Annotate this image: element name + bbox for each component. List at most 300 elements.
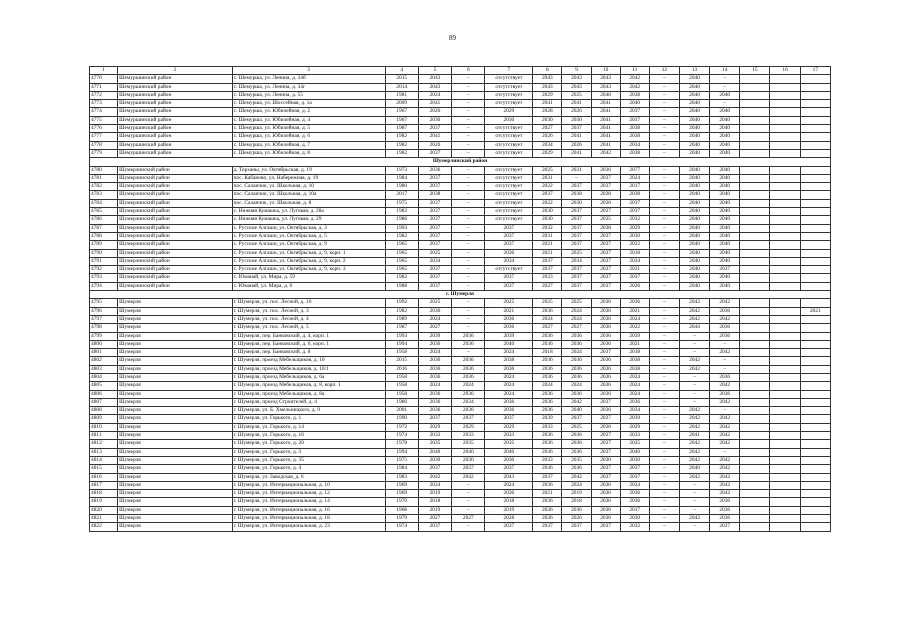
table-cell-col-1: 4775 [90, 116, 118, 124]
table-cell-col-7: 2028 [485, 515, 533, 523]
table-cell-col-13: 2040 [679, 100, 709, 108]
table-cell-col-12: – [649, 125, 679, 133]
table-cell-col-7: 2036 [485, 407, 533, 415]
table-cell-col-9: 2024 [562, 315, 591, 323]
table-cell-col-5: 2043 [418, 75, 451, 83]
table-cell-col-17 [800, 166, 830, 174]
table-cell-col-9: 2019 [562, 490, 591, 498]
table-cell-col-13: 2044 [679, 324, 709, 332]
table-row [90, 183, 831, 191]
table-cell-col-14: 2040 [710, 125, 740, 133]
table-cell-col-9: 2036 [562, 390, 591, 398]
table-cell-col-14: 2036 [710, 506, 740, 514]
table-cell-col-15 [740, 515, 770, 523]
table-cell-col-3: г. Шумерля, ул. Интернациональная, д. 23 [232, 523, 385, 531]
table-cell-col-13: 2040 [679, 232, 709, 240]
table-cell-col-7: отсутствует [485, 125, 533, 133]
table-cell-col-1: 4796 [90, 307, 118, 315]
table-cell-col-5: 2041 [418, 100, 451, 108]
table-cell-col-9: 2036 [562, 332, 591, 340]
table-cell-col-9: 2036 [562, 340, 591, 348]
table-cell-col-4: 1958 [385, 349, 418, 357]
table-cell-col-6: 2036 [452, 357, 485, 365]
table-row [90, 315, 831, 323]
table-cell-col-3: г. Шумерля, ул. Заводская, д. 6 [232, 473, 385, 481]
housing-table [89, 66, 831, 532]
table-cell-col-17 [800, 191, 830, 199]
table-cell-col-7: 2019 [485, 506, 533, 514]
table-cell-col-7: 2037 [485, 232, 533, 240]
table-cell-col-6: – [452, 83, 485, 91]
table-cell-col-11: 2024 [620, 390, 649, 398]
table-cell-col-10: 2041 [591, 125, 620, 133]
table-cell-col-10: 2037 [591, 349, 620, 357]
table-cell-col-10: 2036 [591, 490, 620, 498]
table-cell-col-13: 2040 [679, 133, 709, 141]
table-cell-col-5: 2037 [418, 183, 451, 191]
table-row [90, 216, 831, 224]
table-cell-col-9: 2027 [562, 324, 591, 332]
table-cell-col-7: отсутствует [485, 166, 533, 174]
table-cell-col-5: 2026 [418, 108, 451, 116]
table-cell-col-6: – [452, 498, 485, 506]
table-cell-col-10: 2037 [591, 274, 620, 282]
table-cell-col-8: 2028 [533, 108, 562, 116]
table-cell-col-7: 2037 [485, 241, 533, 249]
table-cell-col-8: 2021 [533, 249, 562, 257]
table-cell-col-12: – [649, 515, 679, 523]
table-cell-col-15 [740, 116, 770, 124]
table-cell-col-5: 2034 [418, 257, 451, 265]
table-cell-col-16 [770, 133, 800, 141]
table-cell-col-17 [800, 398, 830, 406]
table-cell-col-10: 2041 [591, 141, 620, 149]
table-cell-col-9: 2041 [562, 149, 591, 157]
table-cell-col-4: 2001 [385, 407, 418, 415]
section-row [90, 158, 831, 166]
table-cell-col-8: 2026 [533, 133, 562, 141]
table-cell-col-4: 1982 [385, 141, 418, 149]
table-cell-col-10: 2036 [591, 315, 620, 323]
table-cell-col-8: 2036 [533, 407, 562, 415]
table-cell-col-13: 2042 [679, 456, 709, 464]
table-cell-col-2: Шумерлинский район [118, 174, 232, 182]
table-cell-col-3: с. Русские Алгаши, ул. Октябрьская, д. 9, корп. 1 [232, 249, 385, 257]
table-cell-col-16 [770, 523, 800, 531]
table-row [90, 373, 831, 381]
table-cell-col-14: 2036 [710, 307, 740, 315]
table-cell-col-11: 2021 [620, 307, 649, 315]
table-cell-col-16 [770, 116, 800, 124]
table-cell-col-11: 2032 [620, 523, 649, 531]
table-cell-col-14: – [710, 365, 740, 373]
table-cell-col-12: – [649, 174, 679, 182]
table-cell-col-13: – [679, 340, 709, 348]
table-cell-col-4: 1986 [385, 216, 418, 224]
table-cell-col-16 [770, 274, 800, 282]
table-cell-col-6: – [452, 100, 485, 108]
table-cell-col-12: – [649, 282, 679, 290]
table-cell-col-7: отсутствует [485, 91, 533, 99]
column-number-11: 11 [620, 67, 649, 75]
table-cell-col-10: 2037 [591, 257, 620, 265]
table-cell-col-17: 2021 [800, 307, 830, 315]
table-cell-col-1: 4792 [90, 266, 118, 274]
table-cell-col-1: 4809 [90, 415, 118, 423]
table-cell-col-8: 2029 [533, 149, 562, 157]
table-cell-col-7: 2025 [485, 299, 533, 307]
table-cell-col-14: 2042 [710, 440, 740, 448]
table-row [90, 332, 831, 340]
table-cell-col-7: отсутствует [485, 266, 533, 274]
table-cell-col-15 [740, 324, 770, 332]
table-cell-col-12: – [649, 490, 679, 498]
table-cell-col-15 [740, 490, 770, 498]
table-cell-col-5: 2037 [418, 174, 451, 182]
table-cell-col-4: 1975 [385, 199, 418, 207]
table-cell-col-8: 2025 [533, 166, 562, 174]
table-cell-col-10: 2041 [591, 100, 620, 108]
table-cell-col-1: 4786 [90, 216, 118, 224]
table-cell-col-16 [770, 100, 800, 108]
table-cell-col-17 [800, 75, 830, 83]
table-cell-col-8: 2036 [533, 357, 562, 365]
table-cell-col-17 [800, 274, 830, 282]
table-row [90, 307, 831, 315]
table-cell-col-15 [740, 232, 770, 240]
table-cell-col-9: 2026 [562, 515, 591, 523]
column-number-15: 15 [740, 67, 770, 75]
table-cell-col-17 [800, 523, 830, 531]
table-cell-col-12: – [649, 407, 679, 415]
table-cell-col-5: 2035 [418, 440, 451, 448]
table-cell-col-8: 2022 [533, 183, 562, 191]
table-cell-col-1: 4790 [90, 249, 118, 257]
table-cell-col-5: 2027 [418, 324, 451, 332]
table-cell-col-16 [770, 432, 800, 440]
table-cell-col-2: Шумерлинский район [118, 199, 232, 207]
table-cell-col-1: 4777 [90, 133, 118, 141]
table-cell-col-16 [770, 216, 800, 224]
table-cell-col-14: 2040 [710, 91, 740, 99]
table-cell-col-4: 2009 [385, 100, 418, 108]
table-cell-col-15 [740, 166, 770, 174]
table-cell-col-2: Шумерля [118, 315, 232, 323]
table-cell-col-9: 2037 [562, 523, 591, 531]
table-cell-col-17 [800, 266, 830, 274]
table-cell-col-16 [770, 390, 800, 398]
table-cell-col-6: – [452, 282, 485, 290]
table-cell-col-7: 2029 [485, 108, 533, 116]
table-cell-col-6: 2027 [452, 515, 485, 523]
table-cell-col-14: 2042 [710, 432, 740, 440]
table-cell-col-12: – [649, 299, 679, 307]
table-cell-col-2: Шумерля [118, 373, 232, 381]
table-cell-col-16 [770, 174, 800, 182]
table-cell-col-11: 2018 [620, 349, 649, 357]
table-cell-col-6: – [452, 249, 485, 257]
table-cell-col-3: г. Шумерля, ул. пос. Лесной, д. 5 [232, 324, 385, 332]
table-cell-col-17 [800, 490, 830, 498]
table-cell-col-1: 4812 [90, 440, 118, 448]
table-cell-col-7: 2039 [485, 332, 533, 340]
table-row [90, 432, 831, 440]
table-cell-col-5: 2024 [418, 481, 451, 489]
table-cell-col-11: 2030 [620, 515, 649, 523]
table-cell-col-16 [770, 224, 800, 232]
table-cell-col-8: 2041 [533, 100, 562, 108]
table-cell-col-6: – [452, 266, 485, 274]
table-cell-col-12: – [649, 415, 679, 423]
table-cell-col-2: Шумерлинский район [118, 274, 232, 282]
table-cell-col-12: – [649, 307, 679, 315]
table-cell-col-4: 1980 [385, 398, 418, 406]
table-cell-col-17 [800, 340, 830, 348]
table-cell-col-14: 2040 [710, 166, 740, 174]
table-cell-col-13: – [679, 490, 709, 498]
table-cell-col-8: 2036 [533, 440, 562, 448]
table-cell-col-9: 2042 [562, 473, 591, 481]
table-cell-col-1: 4810 [90, 423, 118, 431]
table-cell-col-11: 2018 [620, 249, 649, 257]
table-cell-col-17 [800, 183, 830, 191]
table-cell-col-1: 4781 [90, 174, 118, 182]
table-cell-col-17 [800, 423, 830, 431]
table-cell-col-8: 2031 [533, 174, 562, 182]
table-cell-col-17 [800, 299, 830, 307]
table-cell-col-12: – [649, 191, 679, 199]
table-cell-col-9: – [562, 174, 591, 182]
table-cell-col-11: 2024 [620, 481, 649, 489]
table-cell-col-2: Шемуршинский район [118, 91, 232, 99]
table-cell-col-15 [740, 266, 770, 274]
table-cell-col-8: 2036 [533, 398, 562, 406]
table-cell-col-16 [770, 456, 800, 464]
table-cell-col-1: 4815 [90, 465, 118, 473]
table-cell-col-6: – [452, 116, 485, 124]
column-number-3: 3 [232, 67, 385, 75]
table-cell-col-3: с. Шемурша, ул. Шоссейная, д. 1а [232, 100, 385, 108]
table-cell-col-10: 2036 [591, 307, 620, 315]
column-number-6: 6 [452, 67, 485, 75]
table-cell-col-14: 2040 [710, 216, 740, 224]
table-cell-col-9: 2037 [562, 266, 591, 274]
table-cell-col-16 [770, 149, 800, 157]
table-cell-col-1: 4798 [90, 324, 118, 332]
table-cell-col-7: 2037 [485, 415, 533, 423]
table-cell-col-13: 2040 [679, 91, 709, 99]
table-cell-col-8: 2031 [533, 232, 562, 240]
table-cell-col-9: 2036 [562, 448, 591, 456]
table-cell-col-10: 2036 [591, 332, 620, 340]
table-cell-col-15 [740, 307, 770, 315]
table-cell-col-14: – [710, 357, 740, 365]
table-cell-col-3: г. Шумерля, ул. Горького, д. 4 [232, 465, 385, 473]
table-cell-col-3: г. Шумерля, ул. Горького, д. 35 [232, 456, 385, 464]
table-cell-col-5: 2036 [418, 398, 451, 406]
table-cell-col-8: 2037 [533, 523, 562, 531]
table-cell-col-12: – [649, 349, 679, 357]
table-row [90, 382, 831, 390]
table-cell-col-3: с. Шемурша, ул. Юбилейная, д. 2 [232, 108, 385, 116]
table-cell-col-12: – [649, 116, 679, 124]
table-cell-col-11: 2017 [620, 183, 649, 191]
table-cell-col-7: 2021 [485, 307, 533, 315]
table-cell-col-7: 2036 [485, 249, 533, 257]
table-cell-col-9: 2037 [562, 415, 591, 423]
table-cell-col-14: 2042 [710, 398, 740, 406]
table-cell-col-3: г. Шумерля, проезд Мебельщиков, д. 6а [232, 373, 385, 381]
table-cell-col-12: – [649, 506, 679, 514]
table-cell-col-16 [770, 373, 800, 381]
table-cell-col-1: 4783 [90, 191, 118, 199]
table-cell-col-15 [740, 274, 770, 282]
table-cell-col-15 [740, 407, 770, 415]
table-cell-col-6: – [452, 174, 485, 182]
table-cell-col-16 [770, 315, 800, 323]
table-row [90, 91, 831, 99]
table-cell-col-15 [740, 257, 770, 265]
table-cell-col-9: 2024 [562, 382, 591, 390]
table-cell-col-14: 2042 [710, 473, 740, 481]
table-cell-col-8: 2043 [533, 83, 562, 91]
table-cell-col-15 [740, 423, 770, 431]
table-cell-col-4: 1965 [385, 266, 418, 274]
table-cell-col-3: с. Шемурша, ул. Юбилейная, д. 7 [232, 141, 385, 149]
table-cell-col-10: 2036 [591, 373, 620, 381]
table-cell-col-17 [800, 332, 830, 340]
table-cell-col-6: – [452, 75, 485, 83]
table-cell-col-16 [770, 357, 800, 365]
table-cell-col-13: 2042 [679, 423, 709, 431]
table-cell-col-17 [800, 448, 830, 456]
table-cell-col-1: 4802 [90, 357, 118, 365]
table-cell-col-12: – [649, 166, 679, 174]
table-cell-col-12: – [649, 373, 679, 381]
table-cell-col-10: 2037 [591, 249, 620, 257]
page-number: 89 [449, 34, 456, 42]
table-cell-col-11: 2022 [620, 241, 649, 249]
table-cell-col-10: 2037 [591, 241, 620, 249]
table-row [90, 398, 831, 406]
table-cell-col-17 [800, 315, 830, 323]
table-cell-col-11: 2037 [620, 116, 649, 124]
table-cell-col-4: 1958 [385, 390, 418, 398]
table-cell-col-11: 2077 [620, 166, 649, 174]
table-cell-col-13: – [679, 382, 709, 390]
table-row [90, 266, 831, 274]
table-row [90, 174, 831, 182]
table-cell-col-17 [800, 498, 830, 506]
table-cell-col-16 [770, 141, 800, 149]
table-cell-col-2: Шумерля [118, 415, 232, 423]
table-cell-col-13: 2042 [679, 365, 709, 373]
table-cell-col-4: 1974 [385, 523, 418, 531]
table-row [90, 390, 831, 398]
table-cell-col-3: г. Шумерля, проезд Мебельщиков, д. 8, корп. 1 [232, 382, 385, 390]
table-cell-col-17 [800, 100, 830, 108]
table-cell-col-16 [770, 125, 800, 133]
table-row [90, 224, 831, 232]
table-cell-col-8: 2027 [533, 125, 562, 133]
table-cell-col-7: 2024 [485, 390, 533, 398]
table-cell-col-3: с. Русские Алгаши, ул. Октябрьская, д. 9, корп. 3 [232, 266, 385, 274]
table-cell-col-7: отсутствует [485, 216, 533, 224]
table-cell-col-6: – [452, 349, 485, 357]
table-cell-col-11: 2021 [620, 266, 649, 274]
table-cell-col-12: – [649, 208, 679, 216]
table-cell-col-3: д. Торханы, ул. Октябрьская, д. 19 [232, 166, 385, 174]
table-cell-col-12: – [649, 423, 679, 431]
table-cell-col-11: 2038 [620, 149, 649, 157]
table-cell-col-10: 2037 [591, 266, 620, 274]
table-row [90, 149, 831, 157]
table-cell-col-3: г. Шумерля, ул. Горького, д. 14 [232, 423, 385, 431]
table-cell-col-4: 1967 [385, 116, 418, 124]
table-cell-col-9: 2026 [562, 108, 591, 116]
table-cell-col-16 [770, 257, 800, 265]
table-cell-col-2: Шумерлинский район [118, 208, 232, 216]
table-cell-col-5: 2037 [418, 224, 451, 232]
table-cell-col-7: 2037 [485, 523, 533, 531]
table-cell-col-17 [800, 232, 830, 240]
table-cell-col-12: – [649, 91, 679, 99]
table-cell-col-4: 2015 [385, 75, 418, 83]
table-cell-col-14: 2040 [710, 116, 740, 124]
table-cell-col-9: 2024 [562, 481, 591, 489]
table-cell-col-15 [740, 133, 770, 141]
table-cell-col-8: 2024 [533, 315, 562, 323]
table-cell-col-7: 2030 [485, 116, 533, 124]
table-cell-col-8: 2036 [533, 365, 562, 373]
table-cell-col-12: – [649, 141, 679, 149]
table-cell-col-11: 2038 [620, 365, 649, 373]
table-cell-col-15 [740, 91, 770, 99]
table-cell-col-5: 2019 [418, 506, 451, 514]
table-cell-col-6: – [452, 315, 485, 323]
table-cell-col-11: 2036 [620, 299, 649, 307]
table-cell-col-2: Шумерля [118, 390, 232, 398]
section-row [90, 291, 831, 299]
table-cell-col-17 [800, 390, 830, 398]
table-cell-col-8: 2036 [533, 390, 562, 398]
table-cell-col-8: 2039 [533, 415, 562, 423]
table-cell-col-3: г. Шумерля, ул. Горького, д. 16 [232, 432, 385, 440]
table-cell-col-4: 1990 [385, 415, 418, 423]
table-cell-col-7: 2037 [485, 274, 533, 282]
table-cell-col-14: 2042 [710, 423, 740, 431]
table-cell-col-4: 1987 [385, 324, 418, 332]
table-cell-col-2: Шумерля [118, 481, 232, 489]
table-cell-col-1: 4816 [90, 473, 118, 481]
table-cell-col-1: 4773 [90, 100, 118, 108]
table-cell-col-9: 2036 [562, 432, 591, 440]
table-cell-col-5: 2037 [418, 415, 451, 423]
table-cell-col-15 [740, 224, 770, 232]
table-cell-col-5: 2025 [418, 299, 451, 307]
table-cell-col-12: – [649, 199, 679, 207]
table-cell-col-15 [740, 315, 770, 323]
table-cell-col-3: г. Шумерля, ул. пос. Лесной, д. 3 [232, 307, 385, 315]
table-cell-col-17 [800, 174, 830, 182]
table-cell-col-14: 2040 [710, 199, 740, 207]
table-cell-col-2: Шемуршинский район [118, 141, 232, 149]
table-cell-col-14: 2040 [710, 174, 740, 182]
table-cell-col-12: – [649, 340, 679, 348]
table-cell-col-9: 2041 [562, 100, 591, 108]
table-cell-col-12: – [649, 266, 679, 274]
table-cell-col-15 [740, 481, 770, 489]
